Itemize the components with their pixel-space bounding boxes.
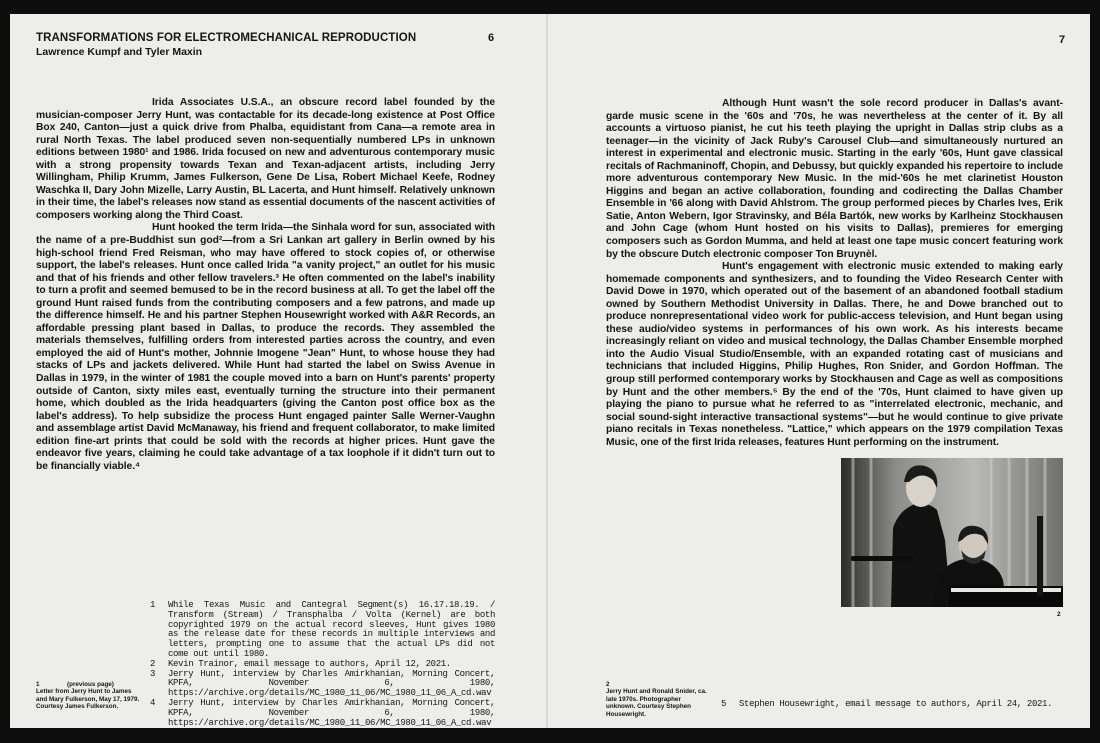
footnote-number: 3	[150, 668, 156, 679]
figure-number: 2	[1057, 611, 1061, 618]
footnote-number: 5	[721, 699, 727, 709]
left-body-text	[36, 97, 495, 473]
footnote-number: 1	[150, 600, 156, 610]
left-figure-caption	[36, 681, 141, 711]
right-body-text	[606, 98, 1063, 449]
footnote	[721, 700, 1063, 710]
caption-text: Letter from Jerry Hunt to James and Mary Fulkerson, May 17, 1979. Courtesy James Fulkerson.	[36, 688, 140, 711]
right-figure-caption	[606, 681, 711, 718]
footnote	[150, 670, 495, 699]
page-number-left: 6	[488, 32, 495, 44]
footnote-text: Stephen Housewright, email message to authors, April 24, 2021.	[739, 699, 1053, 709]
footnote-text: Jerry Hunt, interview by Charles Amirkhanian, Morning Concert, KPFA, November 6, 1980, https://archive.org/details/MC_1980_11_06/MC_1980_11_06_A_cd.wav	[168, 697, 495, 728]
right-footnotes	[721, 700, 1063, 710]
authors: Lawrence Kumpf and Tyler Maxin	[36, 46, 203, 58]
footnote-number: 2	[150, 658, 156, 669]
footnote-text: While Texas Music and Cantegral Segment(s) 16.17.18.19. / Transform (Stream) / Transphalba / Volta (Kernel) are both copyrighted 1979 on the actual record sleeves, Hunt gives 1980 as the release date for these records in multiple interviews and letters, prompting one to assume that the actual LPs did not come out until 1980.	[168, 600, 495, 659]
right-paragraph-2: Hunt's engagement with electronic music extended to making early homemade components and synthesizers, and to founding the Video Research Center with David Dowe in 1970, which operated out of the basement of an abandoned football stadium owned by Southern Methodist University in Dallas. There, he and Dowe branched out to produce nonrepresentational video work for public-access television, and Hunt began using these audio/video systems in performances of his own work. As his interests became increasingly reliant on video and musical technology, the Dallas Chamber Ensemble morphed into the Audio Visual Studio/Ensemble, with an expanded rotating cast of musicians and technicians that included Higgins, Philip Hughes, Ron Snider, and Gordon Hoffman. The group still performed contemporary works by Stockhausen and Cage as well as compositions by Hunt and the other members.⁵ By the end of the '70s, Hunt claimed to have given up playing the piano to pursue what he referred to as "interrelated electronic, mechanic, and social sound-sight interactive transactional systems"—but he would continue to give private piano recitals in Texas nonetheless. "Lattice," which appears on the 1979 compilation Texas Music, one of the first Irida releases, features Hunt performing on the instrument.	[606, 261, 1063, 448]
footnote	[150, 601, 495, 660]
photo-illustration	[841, 458, 1063, 607]
caption-text: Jerry Hunt and Ronald Snider, ca. late 1970s. Photographer unknown. Courtesy Stephen Housewright.	[606, 688, 707, 718]
footnote	[150, 699, 495, 728]
right-paragraph-1: Although Hunt wasn't the sole record producer in Dallas's avant-garde music scene in the '60s and '70s, he was nevertheless at the center of it. By all accounts a virtuoso pianist, he cut his teeth playing the upright in Dallas strip clubs as a teenager—in the vicinity of Jack Ruby's Carousel Club—and simultaneously nurtured an interest in experimental and electronic music. Starting in the early '60s, Hunt gave classical recitals of Rachmaninoff, Chopin, and Debussy, but quickly expanded his repertoire to include more adventurous contemporary New Music. In the mid-'60s he met clarinetist Houston Higgins and began an active collaboration, founding and codirecting the Dallas Chamber Ensemble in '66 along with David Ahlstrom. The group performed pieces by Charles Ives, Erik Satie, Anton Webern, Igor Stravinsky, and Béla Bartók, new works by Karlheinz Stockhausen and John Cage (whom Hunt hosted on his visits to Dallas), premieres for emerging composers such as Gordon Mumma, and held at least one tape music concert featuring work by the obscure Dutch electronic composer Ton Bruynèl.	[606, 98, 1063, 260]
caption-number: 1	[36, 681, 40, 688]
footnote-number: 4	[150, 697, 156, 708]
left-footnotes	[150, 601, 495, 728]
left-paragraph-2: Hunt hooked the term Irida—the Sinhala word for sun, associated with the name of a pre-Buddhist sun god²—from a Sri Lankan art gallery in Berlin owned by his high-school friend Fred Reisman, who may have offered to stock copies of, or otherwise support, the label's releases. Hunt once called Irida "a vanity project," an outlet for his music and that of his friends and other fellow travelers.³ He often commented on the label's inability to turn a profit and seemed bemused to be in the record business at all. To get the label off the ground Hunt raised funds from the contributing composers and a few patrons, and made up the difference himself. He and his partner Stephen Housewright worked with A&R Records, an affordable pressing plant based in Dallas, to produce the records. They assembled the materials themselves, fulfilling orders from interested parties across the country, and even employed the aid of Hunt's mother, Johnnie Imogene "Jean" Hunt, to whose house they had stacks of LPs and jackets delivered. While Hunt had started the label on Swiss Avenue in Dallas in 1979, in the winter of 1981 the couple moved into a barn on Hunt's parents' property outside of Canton, sixty miles east, eventually turning the structure into their permanent home, which doubled as the Irida headquarters (giving the Canton post office box as the label's address). To help subsidize the process Hunt engaged painter Salle Werner-Vaughn and assemblage artist David McManaway, his friend and frequent collaborator, to make limited edition fine-art prints that could be sold with the records at higher prices. Hunt gave the endeavor five years, claiming he could take advantage of a tax loophole if it didn't turn out to be financially viable.⁴	[36, 222, 495, 472]
page-number-right: 7	[1059, 34, 1066, 46]
right-page	[551, 14, 1090, 728]
caption-header	[36, 681, 141, 688]
footnote-text: Jerry Hunt, interview by Charles Amirkhanian, Morning Concert, KPFA, November 6, 1980, https://archive.org/details/MC_1980_11_06/MC_1980_11_06_A_cd.wav	[168, 668, 495, 699]
caption-ref: (previous page)	[67, 681, 114, 688]
left-page	[10, 14, 548, 728]
photo-hunt-snider	[841, 458, 1063, 607]
running-title: TRANSFORMATIONS FOR ELECTROMECHANICAL REPRODUCTION	[36, 32, 417, 44]
caption-number: 2	[606, 681, 610, 688]
caption-header	[606, 681, 711, 688]
footnote-text: Kevin Trainor, email message to authors, April 12, 2021.	[168, 658, 451, 669]
left-paragraph-1: Irida Associates U.S.A., an obscure record label founded by the musician-composer Jerry Hunt, was contactable for its decade-long existence at Post Office Box 240, Canton—just a quick drive from Phalba, equidistant from Cana—a remote area in rural North Texas. The label produced seven non-sequentially numbered LPs in unknown editions between 1980¹ and 1986. Irida focused on new and adventurous contemporary music with a strong propensity towards Texan and Texan-adjacent artists, including Jerry Willingham, Philip Krumm, James Fulkerson, Gene De Lisa, Robert Michael Keefe, Rodney Waschka II, Dary John Mizelle, Larry Austin, BL Lacerta, and Hunt himself. Relatively unknown in their time, the label's releases now stand as essential documents of the nascent activities of composers working along the Third Coast.	[36, 97, 495, 221]
